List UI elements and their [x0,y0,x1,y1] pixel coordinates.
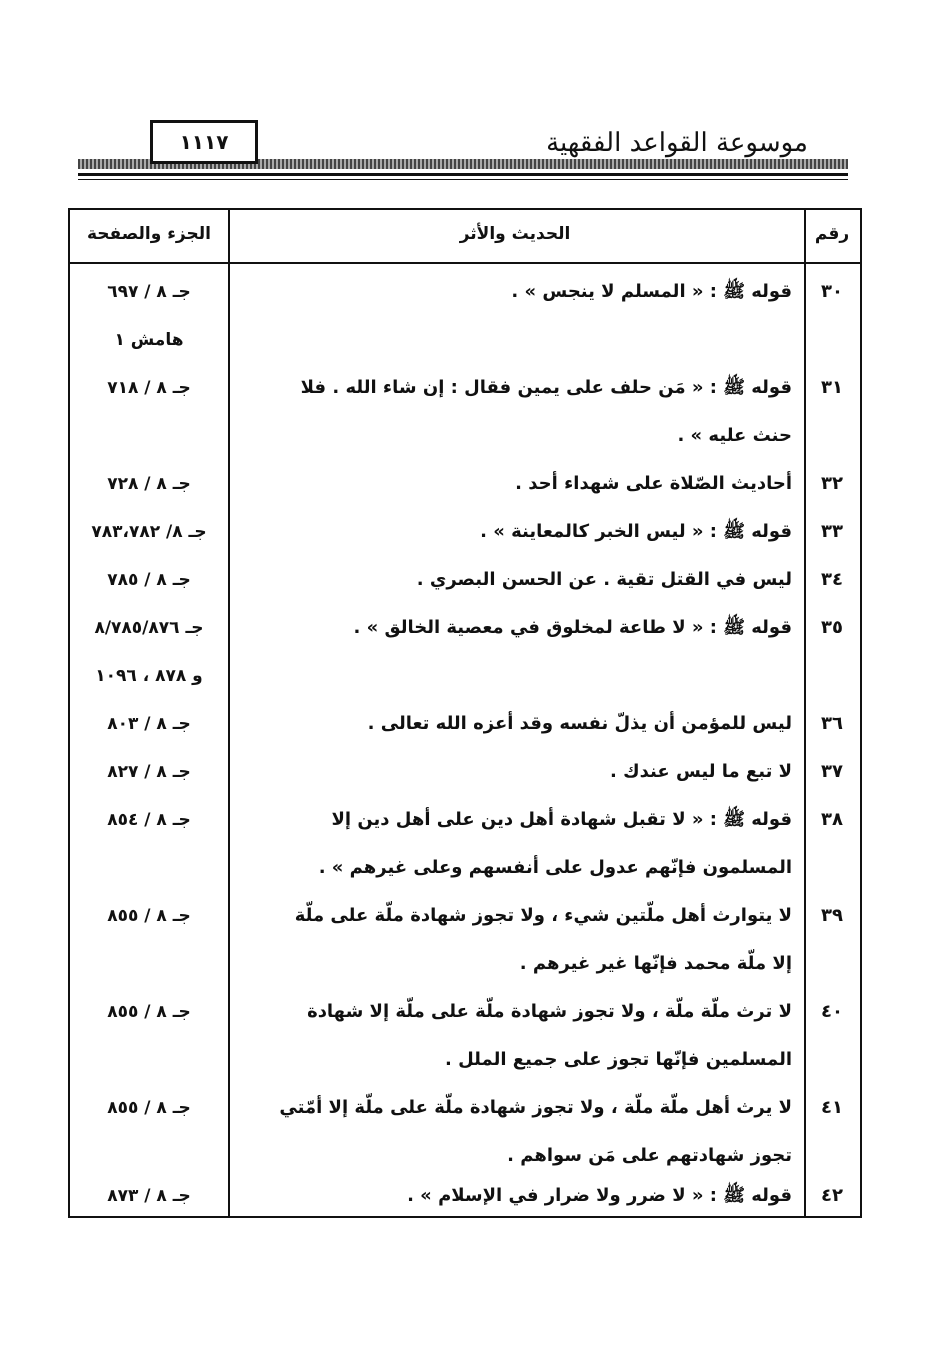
row-number: ٤٠ [821,1001,843,1022]
row-reference: جـ ٨ / ٨٠٣ [107,714,191,734]
row-reference: جـ ٨ / ٨٥٥ [107,1098,191,1118]
header-rule-thick [78,173,848,176]
row-number: ٣٠ [821,281,843,302]
row-text-line: المسلمين فإنّها تجوز على جميع الملل . [445,1049,792,1070]
row-reference: جـ ٨ / ٧١٨ [107,378,191,398]
row-reference: جـ ٨ / ٧٨٥ [107,570,191,590]
row-text-line: لا يتوارث أهل ملّتين شيء ، ولا تجوز شهادة ملّة على ملّة [294,905,792,926]
row-text-line: لا ترث ملّة ملّة ، ولا تجوز شهادة ملّة على ملّة إلا شهادة [307,1001,792,1022]
row-text-line: لا تبع ما ليس عندك . [610,761,792,782]
row-reference: جـ ٨ / ٧٢٨ [107,474,191,494]
row-text-line: قوله ﷺ : « المسلم لا ينجس » . [511,281,792,302]
row-text-line: لا يرث أهل ملّة ملّة ، ولا تجوز شهادة ملّة على ملّة إلا أمّتي [279,1097,792,1118]
row-reference: جـ ٨ / ٨٢٧ [107,762,191,782]
column-divider [228,210,230,1216]
row-number: ٣٩ [821,905,843,926]
row-text-line: قوله ﷺ : « لا تقبل شهادة أهل دين على أهل دين إلا [331,809,792,830]
row-reference: جـ ٨ / ٨٥٤ [107,810,191,830]
row-number: ٤٢ [821,1185,843,1206]
row-number: ٣٣ [821,521,843,542]
row-reference: جـ ٨ / ٨٥٥ [107,1002,191,1022]
column-header-text: الحديث والأثر [459,224,571,244]
row-number: ٣١ [821,377,843,398]
row-reference: جـ ٨ / ٨٧٣ [107,1186,191,1206]
book-title: موسوعة القواعد الفقهية [546,128,808,158]
row-number: ٣٢ [821,473,843,494]
row-number: ٣٦ [821,713,843,734]
row-text-line: ليس في القتل تقية . عن الحسن البصري . [416,569,792,590]
row-reference: جـ ٨/ ٧٨٣،٧٨٢ [91,522,207,542]
row-number: ٣٥ [821,617,843,638]
row-text-line: إلا ملّة محمد فإنّها غير غيرهم . [519,953,792,974]
row-text-line: ليس للمؤمن أن يذلّ نفسه وقد أعزه الله تعالى . [367,713,792,734]
row-reference: هامش ١ [114,330,184,350]
row-number: ٤١ [821,1097,843,1118]
row-number: ٣٧ [821,761,843,782]
row-text-line: أحاديث الصّلاة على شهداء أحد . [515,473,792,494]
column-header-number: رقم [814,224,850,244]
column-header-reference: الجزء والصفحة [87,224,211,244]
row-number: ٣٨ [821,809,843,830]
row-text-line: قوله ﷺ : « ليس الخبر كالمعاينة » . [480,521,792,542]
row-text-line: قوله ﷺ : « مَن حلف على يمين فقال : إن شاء الله . فلا [300,377,792,398]
hadith-index-table [68,208,862,1218]
row-reference: جـ ٨ / ٨٥٥ [107,906,191,926]
row-text-line: تجوز شهادتهم على مَن سواهم . [507,1145,792,1166]
row-reference: جـ ٨/٧٨٥/٨٧٦ [94,618,204,638]
page-number: ١١١٧ [150,120,258,164]
row-text-line: المسلمون فإنّهم عدول على أنفسهم وعلى غيرهم » . [318,857,792,878]
header-divider [70,262,860,264]
row-text-line: حنث عليه » . [677,425,792,446]
header-rule-thin [78,179,848,180]
row-text-line: قوله ﷺ : « لا طاعة لمخلوق في معصية الخالق » . [353,617,792,638]
row-reference: و ٨٧٨ ، ١٠٩٦ [95,666,203,686]
row-reference: جـ ٨ / ٦٩٧ [107,282,191,302]
row-number: ٣٤ [821,569,843,590]
row-text-line: قوله ﷺ : « لا ضرر ولا ضرار في الإسلام » . [407,1185,792,1206]
page-header [78,112,848,190]
